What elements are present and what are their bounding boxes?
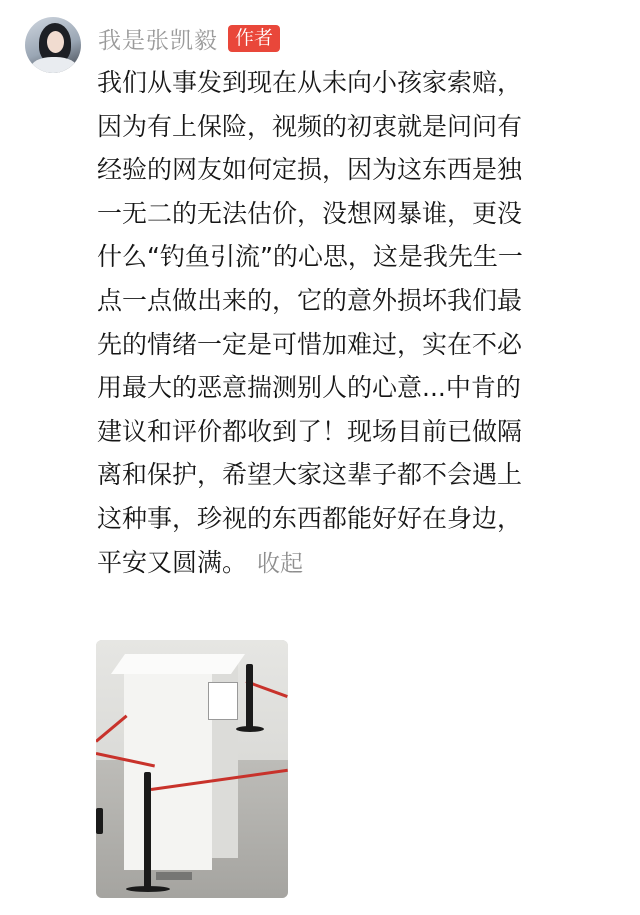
comment-line: 什么“钓鱼引流”的心思，这是我先生一 xyxy=(97,242,523,272)
author-row xyxy=(98,22,280,54)
comment-line: 离和保护，希望大家这辈子都不会遇上 xyxy=(97,460,523,490)
photo-post xyxy=(96,808,103,834)
photo-placard xyxy=(208,682,238,720)
comment-line: 点一点做出来的，它的意外损坏我们最 xyxy=(97,285,523,315)
avatar[interactable] xyxy=(25,17,81,73)
photo-pedestal xyxy=(124,670,212,870)
author-badge: 作者 xyxy=(228,25,280,52)
comment-line: 平安又圆满。 xyxy=(97,547,248,577)
photo-pedestal-top xyxy=(111,654,245,674)
comment-last-line xyxy=(97,541,617,587)
photo-post xyxy=(246,664,253,728)
comment-line: 先的情绪一定是可惜加难过，实在不必 xyxy=(97,329,523,359)
photo-watermark xyxy=(156,872,192,880)
comment-line: 因为有上保险，视频的初衷就是问问有 xyxy=(97,111,523,141)
photo-post xyxy=(144,772,151,890)
comment-line: 用最大的恶意揣测别人的心意...中肯的 xyxy=(97,373,521,403)
attached-photo[interactable] xyxy=(96,640,288,898)
comment-line: 建议和评价都收到了！现场目前已做隔 xyxy=(97,416,523,446)
author-name[interactable]: 我是张凯毅 xyxy=(98,27,218,54)
avatar-coat xyxy=(31,57,77,73)
photo-post-base xyxy=(236,726,264,732)
photo-post-base xyxy=(126,886,170,892)
comment-text xyxy=(97,61,617,586)
comment-line: 经验的网友如何定损，因为这东西是独 xyxy=(97,155,523,185)
comment-line: 我们从事发到现在从未向小孩家索赔， xyxy=(97,68,523,97)
comment-line: 一无二的无法估价，没想网暴谁，更没 xyxy=(97,198,523,228)
collapse-link[interactable]: 收起 xyxy=(257,550,304,577)
avatar-face xyxy=(47,31,64,53)
comment-line: 这种事，珍视的东西都能好好在身边， xyxy=(97,503,523,533)
